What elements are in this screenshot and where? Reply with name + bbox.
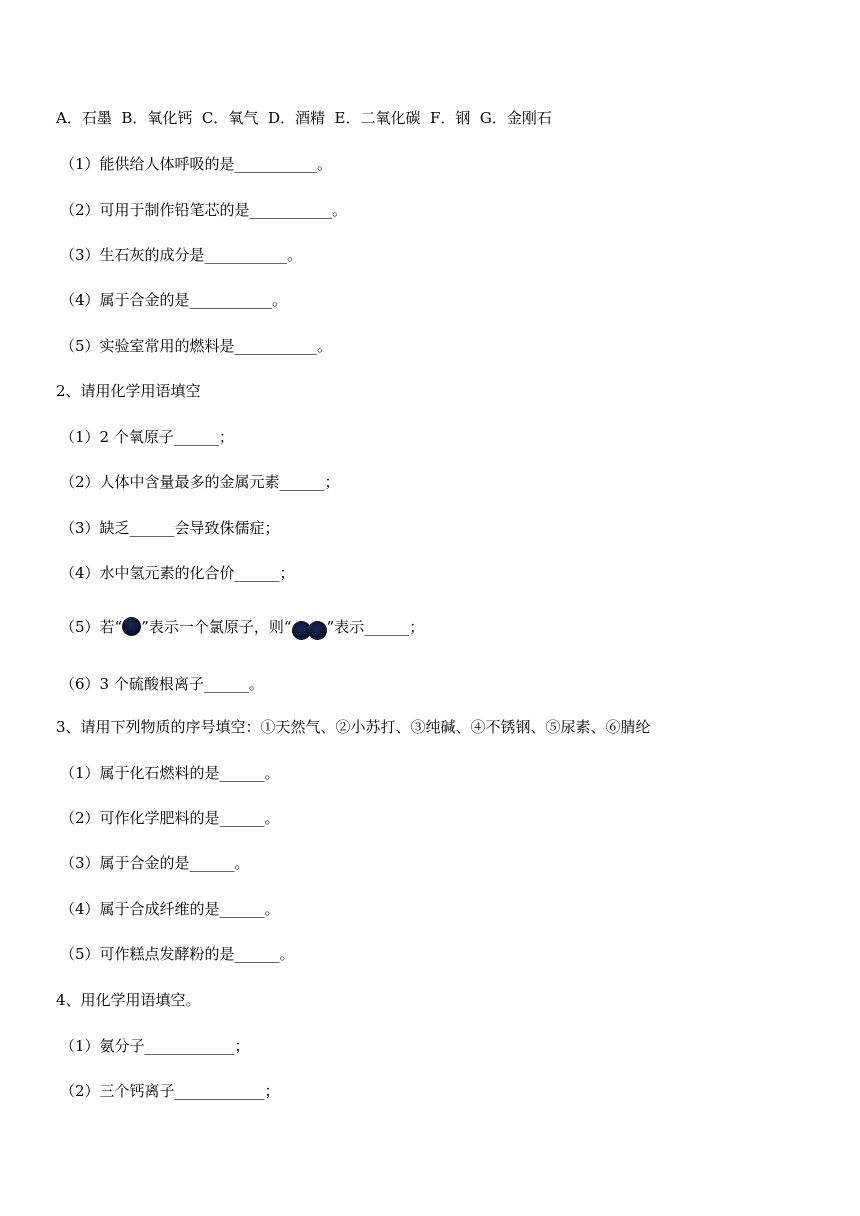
- q2-item-5-text-c: ”表示______；: [326, 618, 425, 636]
- options-line: A．石墨 B．氧化钙 C．氧气 D．酒精 E．二氧化碳 F．钢 G．金刚石: [56, 109, 552, 127]
- q3-title: 3、请用下列物质的序号填空：①天然气、②小苏打、③纯碱、④不锈钢、⑤尿素、⑥腈纶: [56, 718, 651, 736]
- chlorine-molecule-icon: [292, 621, 327, 641]
- q2-item-5-text-b: ”表示一个氯原子，则“: [141, 618, 292, 636]
- q2-item-6: （6）3 个硫酸根离子______。: [60, 675, 264, 693]
- q3-item-5: （5）可作糕点发酵粉的是______。: [60, 945, 295, 963]
- q2-item-2: （2）人体中含量最多的金属元素______；: [60, 473, 340, 491]
- atom-right-icon: [308, 621, 327, 640]
- q2-item-5-text-a: （5）若“: [60, 618, 123, 636]
- q1-item-2: （2）可用于制作铅笔芯的是___________。: [60, 201, 348, 219]
- q1-item-5: （5）实验室常用的燃料是___________。: [60, 337, 333, 355]
- chlorine-atom-icon: [122, 617, 141, 636]
- q4-item-2: （2）三个钙离子____________；: [60, 1082, 280, 1100]
- q3-item-3: （3）属于合金的是______。: [60, 854, 250, 872]
- q1-item-4: （4）属于合金的是___________。: [60, 291, 288, 309]
- q1-item-3: （3）生石灰的成分是___________。: [60, 246, 303, 264]
- q4-item-1: （1）氨分子____________；: [60, 1037, 250, 1055]
- q4-title: 4、用化学用语填空。: [56, 991, 201, 1009]
- q2-item-1: （1）2 个氧原子______；: [60, 428, 234, 446]
- q2-item-5: [60, 617, 424, 641]
- q2-item-3: （3）缺乏______会导致侏儒症；: [60, 519, 280, 537]
- q2-title: 2、请用化学用语填空: [56, 382, 201, 400]
- q3-item-1: （1）属于化石燃料的是______。: [60, 764, 280, 782]
- q3-item-2: （2）可作化学肥料的是______。: [60, 809, 280, 827]
- q1-item-1: （1）能供给人体呼吸的是___________。: [60, 155, 333, 173]
- q2-item-4: （4）水中氢元素的化合价______；: [60, 564, 295, 582]
- q3-item-4: （4）属于合成纤维的是______。: [60, 900, 280, 918]
